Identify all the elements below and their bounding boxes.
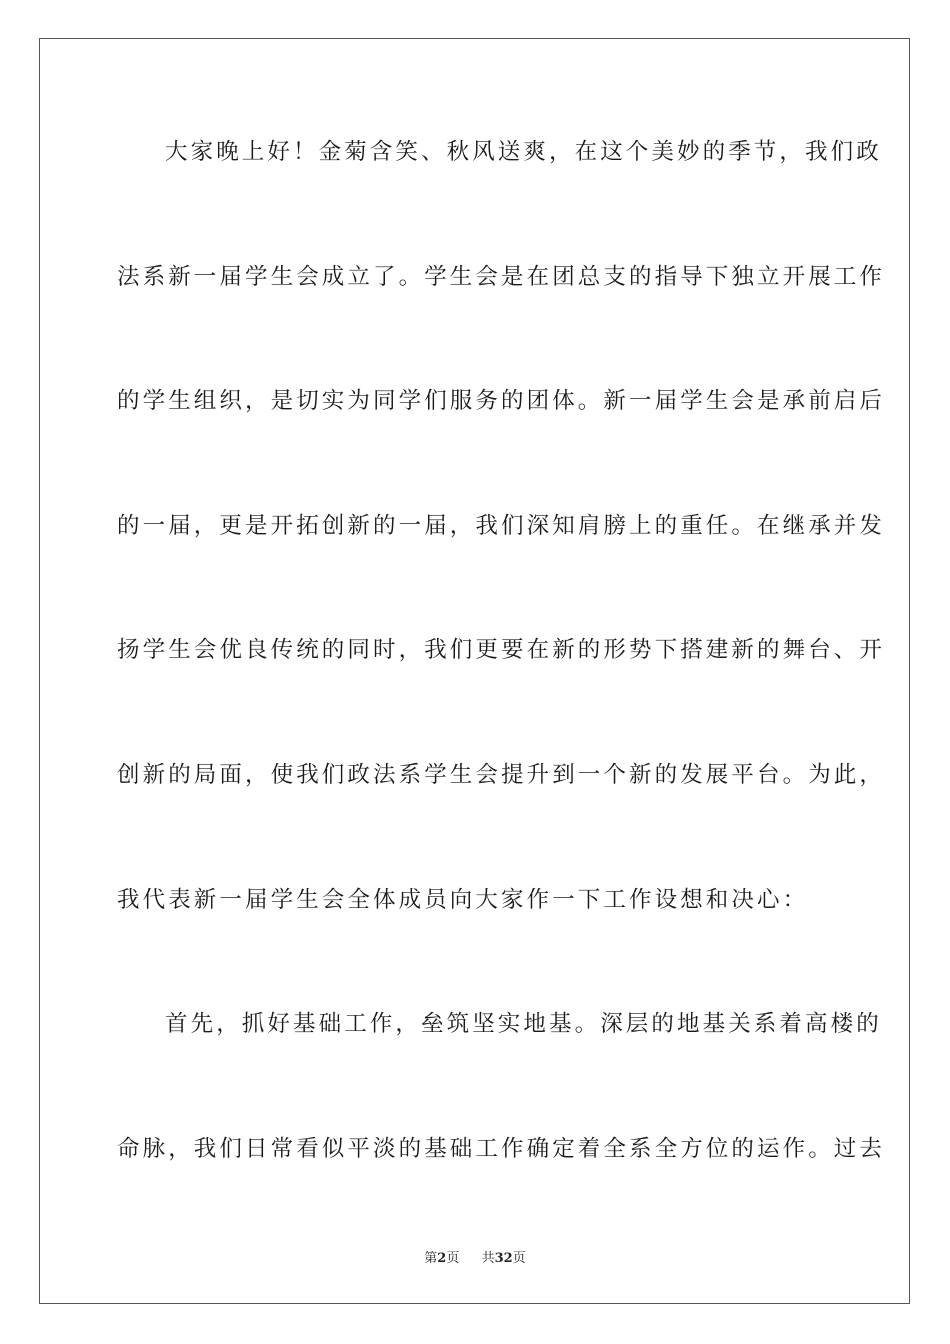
current-page-number: 2 <box>437 1251 447 1266</box>
paragraph-line: 的一届，更是开拓创新的一届，我们深知肩膀上的重任。在继承并发 <box>117 512 886 539</box>
paragraph-line: 创新的局面，使我们政法系学生会提升到一个新的发展平台。为此， <box>117 761 886 788</box>
paragraph-line: 法系新一届学生会成立了。学生会是在团总支的指导下独立开展工作 <box>117 263 886 290</box>
document-body <box>117 126 886 1247</box>
page-suffix: 页 <box>446 1251 460 1266</box>
paragraph-line: 大家晚上好！金菊含笑、秋风送爽，在这个美妙的季节，我们政 <box>165 139 882 165</box>
page-footer <box>0 1247 950 1266</box>
paragraph-line: 我代表新一届学生会全体成员向大家作一下工作设想和决心： <box>117 886 809 913</box>
paragraph-line: 扬学生会优良传统的同时，我们更要在新的形势下搭建新的舞台、开 <box>117 637 886 664</box>
page-prefix: 第 <box>424 1251 438 1266</box>
paragraph-line: 首先，抓好基础工作，垒筑坚实地基。深层的地基关系着高楼的 <box>165 1011 882 1038</box>
paragraph-line: 命脉，我们日常看似平淡的基础工作确定着全系全方位的运作。过去 <box>117 1135 886 1162</box>
page-number-label <box>424 1247 459 1266</box>
total-pages-label <box>482 1247 526 1266</box>
total-page-count: 32 <box>494 1251 513 1266</box>
paragraph-line: 的学生组织，是切实为同学们服务的团体。新一届学生会是承前启后 <box>117 388 886 415</box>
total-prefix: 共 <box>481 1251 495 1266</box>
total-suffix: 页 <box>512 1251 526 1266</box>
